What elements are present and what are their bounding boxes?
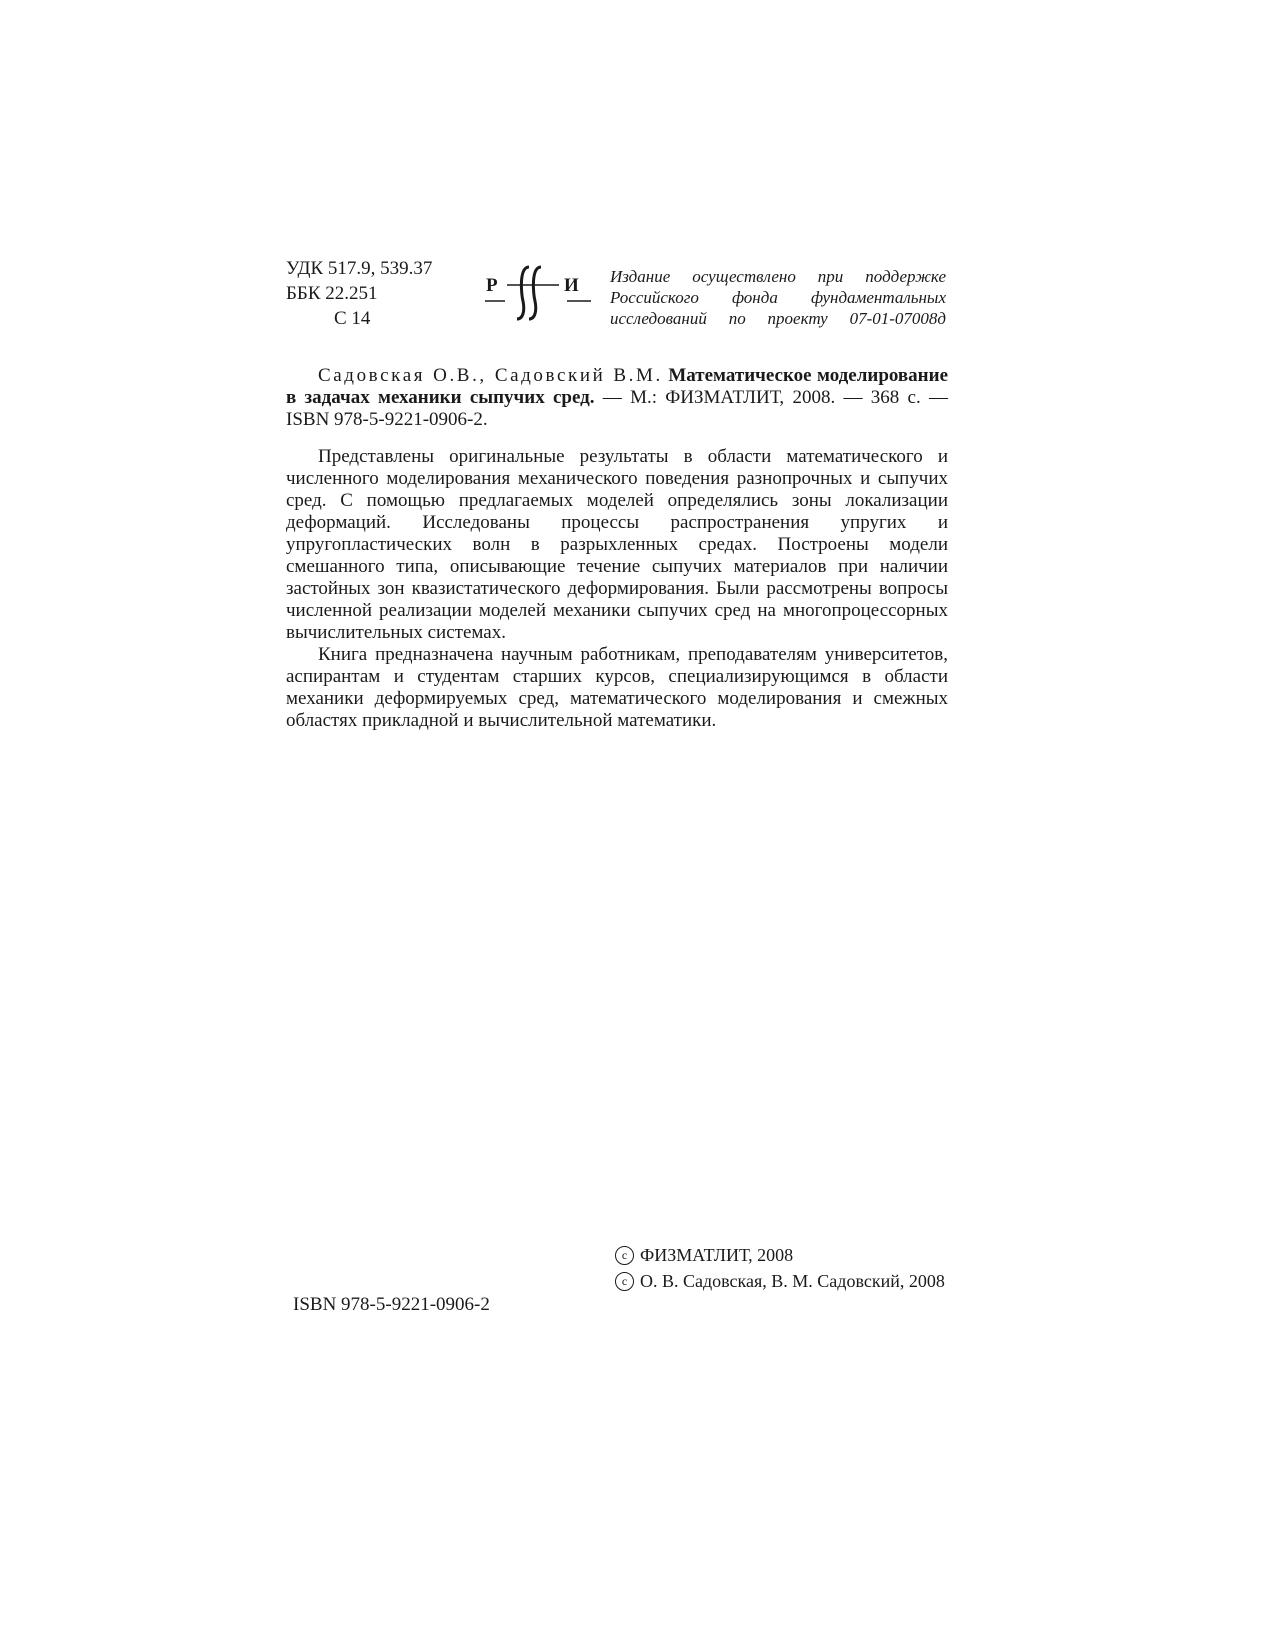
bibliographic-citation — [286, 365, 948, 431]
logo-letter-right: И — [564, 275, 579, 296]
udk-code: УДК 517.9, 539.37 — [286, 258, 433, 279]
copyright-item — [615, 1245, 950, 1266]
author-index: С 14 — [334, 308, 371, 329]
copyright-item — [615, 1271, 950, 1292]
copyright-icon: c — [615, 1272, 634, 1291]
citation-publication: — М.: ФИЗМАТЛИТ, 2008. — 368 с. — ISBN 978-5-9221-0906-2. — [286, 387, 948, 430]
isbn: ISBN 978-5-9221-0906-2 — [293, 1294, 490, 1315]
bbk-code: ББК 22.251 — [286, 283, 378, 304]
citation-authors: Садовская О.В., Садовский В.М. — [318, 365, 663, 386]
abstract-paragraph: Книга предназначена научным работникам, преподавателям университетов, аспирантам и студентам старших курсов, специализирующимся в области механики деформируемых сред, математического моделирования и смежных областях прикладной и вычислительной математики. — [286, 644, 948, 731]
copyright-text: О. В. Садовская, В. М. Садовский, 2008 — [640, 1271, 945, 1291]
abstract-paragraph: Представлены оригинальные результаты в области математического и численного моделирования механического поведения разнопрочных и сыпучих сред. С помощью предлагаемых моделей определялись зоны локализации деформаций. Исследованы процессы распространения упругих и упругопластических волн в разрыхленных средах. Построены модели смешанного типа, описывающие течение сыпучих материалов при наличии застойных зон квазистатического деформирования. Были рассмотрены вопросы численной реализации моделей механики сыпучих сред на многопроцессорных вычислительных системах. — [286, 446, 948, 643]
citation-title: Математическое моделирование в задачах механики сыпучих сред. — [286, 365, 949, 408]
copyright-icon: c — [615, 1246, 634, 1265]
funding-note — [610, 266, 946, 329]
classification-codes — [286, 256, 432, 331]
copyright-block — [615, 1245, 950, 1297]
funding-line: исследований по проекту 07-01-07008д — [610, 309, 946, 328]
funding-line: Российского фонда фундаментальных — [610, 288, 946, 307]
funding-line: Издание осуществлено при поддержке — [610, 267, 946, 286]
rffi-logo-icon — [483, 263, 593, 323]
copyright-text: ФИЗМАТЛИТ, 2008 — [640, 1245, 794, 1265]
abstract — [286, 446, 948, 732]
logo-letter-left: Р — [486, 275, 498, 296]
